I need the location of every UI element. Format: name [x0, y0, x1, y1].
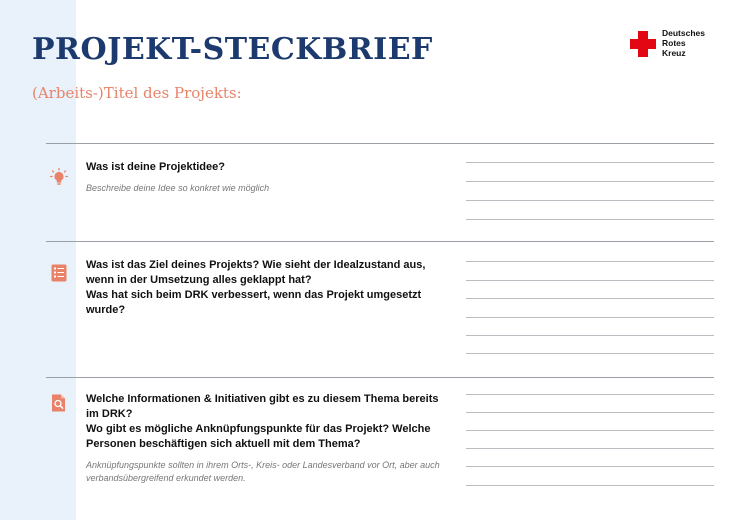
answer-line[interactable]	[466, 317, 714, 318]
answer-line[interactable]	[466, 298, 714, 299]
answer-line[interactable]	[466, 200, 714, 201]
answer-line[interactable]	[466, 261, 714, 262]
question-text: Welche Informationen & Initiativen gibt es zu diesem Thema bereits im DRK?	[86, 393, 439, 420]
question-block	[86, 392, 454, 484]
page-title: PROJEKT-STECKBRIEF	[32, 32, 433, 67]
red-cross-icon	[630, 31, 656, 57]
hint-text: Beschreibe deine Idee so konkret wie möglich	[86, 183, 270, 193]
answer-line[interactable]	[466, 430, 714, 431]
answer-line[interactable]	[466, 485, 714, 486]
logo-line-1: Deutsches	[662, 28, 705, 38]
answer-area[interactable]	[466, 144, 714, 241]
logo-text	[662, 28, 705, 58]
answer-area[interactable]	[466, 378, 714, 507]
answer-line[interactable]	[466, 219, 714, 220]
answer-line[interactable]	[466, 181, 714, 182]
section-project-idea	[46, 143, 714, 241]
document-search-icon	[50, 394, 68, 412]
section-project-goal	[46, 241, 714, 377]
logo-line-3: Kreuz	[662, 48, 686, 58]
question-text: Was ist das Ziel deines Projekts? Wie sieht der Idealzustand aus, wenn in der Umsetzung alles geklappt hat?	[86, 259, 426, 286]
answer-line[interactable]	[466, 394, 714, 395]
project-title-label: (Arbeits-)Titel des Projekts:	[32, 84, 242, 102]
drk-logo	[630, 28, 705, 58]
answer-line[interactable]	[466, 412, 714, 413]
answer-line[interactable]	[466, 353, 714, 354]
answer-line[interactable]	[466, 162, 714, 163]
logo-line-2: Rotes	[662, 38, 686, 48]
lightbulb-icon	[50, 168, 68, 186]
answer-line[interactable]	[466, 280, 714, 281]
hint-text: Anknüpfungspunkte sollten in ihrem Orts-, Kreis- oder Landesverband vor Ort, aber auch verbandsübergreifend erkundet werden.	[86, 460, 440, 483]
question-text: Was hat sich beim DRK verbessert, wenn das Projekt umgesetzt wurde?	[86, 289, 422, 316]
question-block	[86, 258, 454, 318]
question-text: Wo gibt es mögliche Anknüpfungspunkte für das Projekt? Welche Personen beschäftigen sich aktuell mit dem Thema?	[86, 423, 431, 450]
answer-line[interactable]	[466, 466, 714, 467]
answer-area[interactable]	[466, 242, 714, 377]
section-existing-initiatives	[46, 377, 714, 507]
answer-line[interactable]	[466, 448, 714, 449]
answer-line[interactable]	[466, 335, 714, 336]
question-block	[86, 160, 454, 195]
question-text: Was ist deine Projektidee?	[86, 161, 225, 173]
checklist-icon	[50, 264, 68, 282]
